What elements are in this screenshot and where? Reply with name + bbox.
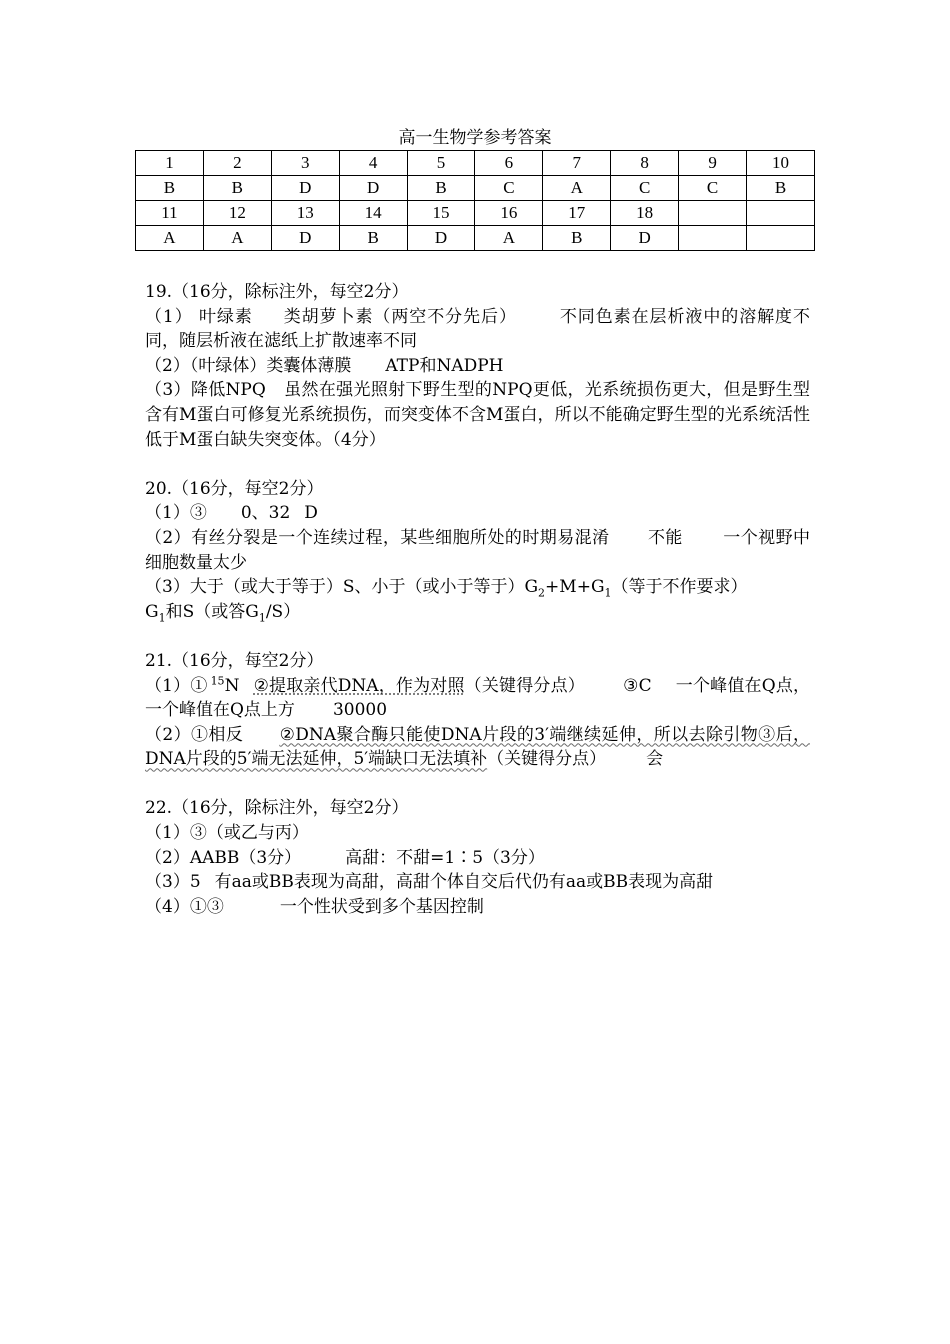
table-cell: 13: [271, 201, 339, 226]
q22-part2-answer-2: 高甜：不甜=1∶5（3分）: [345, 847, 545, 868]
table-cell: 3: [271, 151, 339, 176]
q19-part1-answer-3: 不同色素在层析液中的溶解度不同，随层析液在滤纸上扩散速率不同: [145, 306, 810, 352]
q19-part1-answer-1: （1） 叶绿素: [145, 306, 253, 327]
table-cell: A: [136, 226, 204, 251]
q19-part1-answer-2: 类胡萝卜素（两空不分先后）: [282, 306, 517, 327]
table-cell: 7: [543, 151, 611, 176]
q20-part3-text-6: /S）: [265, 601, 301, 622]
table-cell: 15: [407, 201, 475, 226]
q19-part3-answer-1: （3）降低NPQ: [145, 380, 266, 401]
question-22: [145, 796, 810, 919]
table-cell: 9: [679, 151, 747, 176]
table-cell: D: [271, 226, 339, 251]
table-row: [136, 226, 815, 251]
q20-part3-text-4: G: [145, 601, 159, 622]
table-cell: [747, 226, 815, 251]
question-20-part-1: [145, 501, 810, 526]
q22-part4-answer-1: （4）①③: [145, 896, 224, 917]
table-cell: D: [339, 176, 407, 201]
table-cell: B: [407, 176, 475, 201]
answer-table: [135, 150, 815, 251]
table-cell: D: [611, 226, 679, 251]
table-cell: B: [339, 226, 407, 251]
question-20-part-2: [145, 526, 810, 575]
table-cell: 8: [611, 151, 679, 176]
question-22-part-3: [145, 870, 810, 895]
table-cell: 5: [407, 151, 475, 176]
q20-part3-sub-1: 2: [538, 586, 546, 600]
q19-part2-answer-1: （2）（叶绿体）类囊体薄膜: [145, 355, 352, 376]
q20-part3-text-2: +M+G: [545, 577, 605, 598]
q21-part1-text-1: （1）①: [145, 675, 208, 696]
table-cell: A: [475, 226, 543, 251]
page-title: 高一生物学参考答案: [398, 128, 552, 148]
table-cell: 2: [203, 151, 271, 176]
table-row: [136, 176, 815, 201]
q19-part2-answer-2: ATP和NADPH: [385, 355, 504, 376]
question-21: [145, 649, 810, 772]
table-cell: 4: [339, 151, 407, 176]
table-cell: B: [136, 176, 204, 201]
question-22-header: 22.（16分，除标注外，每空2分）: [145, 798, 409, 819]
question-20-header: 20.（16分，每空2分）: [145, 478, 324, 499]
q21-part1-superscript: 15: [210, 673, 225, 687]
table-cell: B: [747, 176, 815, 201]
table-cell: [679, 201, 747, 226]
table-cell: B: [543, 226, 611, 251]
q20-part1-answer-3: D: [304, 503, 318, 524]
q21-part1-answer-5: 30000: [332, 700, 388, 721]
table-cell: C: [611, 176, 679, 201]
q20-part2-answer-1: （2）有丝分裂是一个连续过程，某些细胞所处的时期易混淆: [145, 527, 610, 548]
table-cell: C: [475, 176, 543, 201]
q21-part1-answer-2: ②提取亲代DNA，作为对照: [253, 675, 465, 696]
q20-part1-answer-2: 0、32: [240, 503, 291, 524]
question-21-header: 21.（16分，每空2分）: [145, 650, 324, 671]
answer-sections: [145, 280, 810, 944]
q21-part1-text-2: N: [224, 675, 240, 696]
q21-part2-note: （关键得分点）: [487, 749, 607, 770]
question-19-part-2: [145, 354, 810, 379]
table-cell: 18: [611, 201, 679, 226]
q20-part2-answer-3: 一个视野中细胞数量太少: [145, 527, 811, 573]
question-21-part-1: [145, 674, 810, 723]
q20-part2-answer-2: 不能: [647, 527, 683, 548]
table-cell: [679, 226, 747, 251]
table-cell: D: [271, 176, 339, 201]
q20-part3-text-5: 和S（或答G: [165, 601, 259, 622]
table-cell: C: [679, 176, 747, 201]
q21-part1-note: （关键得分点）: [464, 675, 585, 696]
question-19-header: 19.（16分，除标注外，每空2分）: [145, 282, 409, 302]
question-22-part-1: （1）③（或乙与丙）: [145, 823, 309, 844]
question-22-part-2: [145, 846, 810, 871]
q21-part1-answer-3: ③C: [622, 675, 652, 696]
table-cell: A: [543, 176, 611, 201]
question-20: [145, 477, 810, 625]
q19-part3-answer-2: 虽然在强光照射下野生型的NPQ更低，光系统损伤更大，但是野生型含有M蛋白可修复光系统损伤，而突变体不含M蛋白，所以不能确定野生型的光系统活性低于M蛋白缺失突变体。（4分）: [145, 380, 811, 450]
table-row: [136, 151, 815, 176]
q22-part3-answer-2: 有aa或BB表现为高甜，高甜个体自交后代仍有aa或BB表现为高甜: [214, 872, 714, 893]
q22-part2-answer-1: （2）AABB（3分）: [145, 847, 302, 868]
table-cell: D: [407, 226, 475, 251]
table-cell: A: [203, 226, 271, 251]
question-22-part-4: [145, 895, 810, 920]
table-cell: 11: [136, 201, 204, 226]
q20-part3-sub-3: 1: [158, 611, 166, 625]
q21-part2-answer-3: 会: [646, 749, 664, 770]
q20-part1-answer-1: （1）③: [145, 503, 207, 524]
answer-table-body: [136, 151, 815, 251]
question-20-part-3-cont: [145, 600, 810, 625]
question-19: [145, 280, 810, 452]
table-cell: 17: [543, 201, 611, 226]
q22-part3-answer-1: （3）5: [145, 872, 201, 893]
table-cell: 12: [203, 201, 271, 226]
q22-part4-answer-2: 一个性状受到多个基因控制: [279, 896, 484, 917]
q21-part2-answer-1: （2）①相反: [145, 724, 244, 745]
question-19-part-1: [145, 305, 810, 354]
table-cell: 14: [339, 201, 407, 226]
table-cell: 6: [475, 151, 543, 176]
q21-part2-answer-2: ②DNA聚合酶只能使DNA片段的3′端继续延伸，所以去除引物③后，DNA片段的5′端无法延伸，5′端缺口无法填补: [145, 724, 810, 770]
question-19-part-3: [145, 378, 810, 452]
table-row: [136, 201, 815, 226]
table-cell: 1: [136, 151, 204, 176]
q20-part3-sub-4: 1: [258, 611, 266, 625]
question-20-part-3: [145, 575, 810, 600]
table-cell: 16: [475, 201, 543, 226]
table-cell: [747, 201, 815, 226]
table-cell: B: [203, 176, 271, 201]
q21-part1-answer-4: 一个峰值在Q点，一个峰值在Q点上方: [145, 675, 811, 721]
q20-part3-sub-2: 1: [604, 586, 612, 600]
q20-part3-text-3: （等于不作要求）: [611, 577, 748, 598]
q20-part3-text-1: （3）大于（或大于等于）S、小于（或小于等于）G: [145, 577, 539, 598]
table-cell: 10: [747, 151, 815, 176]
question-21-part-2: [145, 723, 810, 772]
